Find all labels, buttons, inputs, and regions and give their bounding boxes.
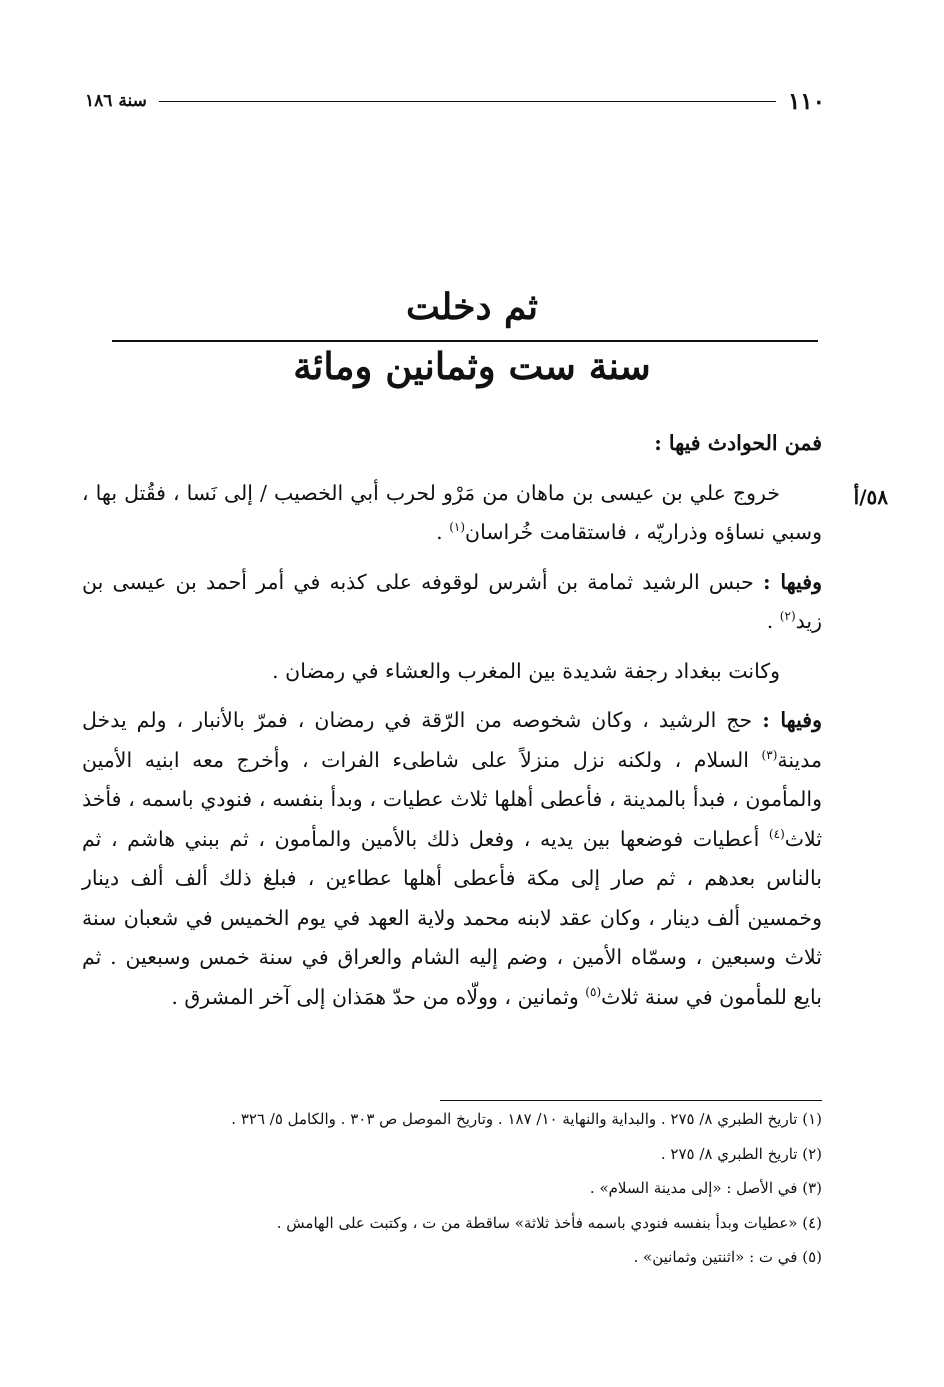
footnote-separator [440,1100,822,1101]
margin-folio-note: ٥٨/أ [853,485,888,509]
main-text [82,424,822,1027]
footnotes [82,1102,822,1275]
footnote-ref-5: (٥) [585,984,602,999]
footnote-2: (٢) تاريخ الطبري ٨/ ٢٧٥ . [660,1144,822,1163]
paragraph-2-text: حبس الرشيد ثمامة بن أشرس لوقوفه على كذبه في أمر أحمد بن عيسى بن زيد [82,569,822,633]
title-rule [112,340,818,342]
paragraph-4-part3: أعطيات فوضعها بين يديه ، وفعل ذلك بالأمين والمأمون ، ثم ببني هاشم ، ثم بالناس بعدهم ، ثم صار إلى مكة فأعطى أهلها عطاءين ، فبلغ ذلك ألف ألف دينار وخمسين ألف دينار ، وكان عقد لابنه محمد ولاية العهد في يوم الخميس في شعبان سنة ثلاث وسبعين ، وسمّاه الأمين ، وضم إليه الشام والعراق في سنة خمس وسبعين . ثم بايع للمأمون في سنة ثلاث [82,826,822,1009]
paragraph-1-text: خروج علي بن عيسى بن ماهان من مَرْو لحرب أبي الخصيب / إلى نَسا ، فقُتل بها ، وسبي نساؤه وذراريّه ، فاستقامت خُراسان [82,480,822,544]
footnote-ref-3: (٣) [761,747,778,762]
paragraph-4-part2: السلام ، ولكنه نزل منزلاً على شاطىء الفرات ، وأخرج معه ابنيه الأمين والمأمون ، فبدأ بالمدينة ، فأعطى أهلها ثلاث عطيات ، وبدأ بنفسه ، فنودي باسمه ، فأخذ ثلاث [82,747,822,851]
chapter-title-line1: ثم دخلت [405,286,539,328]
footnote-5: (٥) في ت : «اثنتين وثمانين» . [633,1248,822,1266]
paragraph-2-keyword: وفيها : [763,569,822,594]
footnote-ref-2: (٢) [779,609,796,624]
paragraph-2 [82,563,822,642]
paragraph-4-keyword: وفيها : [762,708,822,732]
paragraph-4 [82,701,822,1017]
footnote-4: (٤) «عطيات وبدأ بنفسه فنودي باسمه فأخذ ثلاثة» ساقطة من ت ، وكتبت على الهامش . [276,1213,822,1232]
paragraph-4-part4: وثمانين ، وولّاه من حدّ همَذان إلى آخر المشرق . [171,984,586,1009]
paragraph-1 [82,474,822,553]
paragraph-1-end: . [436,520,450,544]
footnote-1: (١) تاريخ الطبري ٨/ ٢٧٥ . والبداية والنهاية ١٠/ ١٨٧ . وتاريخ الموصل ص ٣٠٣ . والكامل ٥/ ٣٢٦ . [231,1110,822,1128]
events-intro: فمن الحوادث فيها : [654,431,822,455]
footnote-ref-4: (٤) [768,826,785,841]
paragraph-3: وكانت ببغداد رجفة شديدة بين المغرب والعشاء في رمضان . [272,658,780,683]
paragraph-4-part1: حج الرشيد ، وكان شخوصه من الرّقة في رمضان ، فمرّ بالأنبار ، ولم يدخل مدينة [82,708,822,772]
paragraph-2-end: . [766,609,780,633]
footnote-ref-1: (١) [449,520,466,535]
page-number: ١١٠ [787,87,825,115]
header-rule [159,101,776,102]
chapter-title-line2: سنة ست وثمانين ومائة [293,344,651,388]
running-year-label: سنة ١٨٦ [85,91,147,111]
running-header [85,84,825,118]
footnote-3: (٣) في الأصل : «إلى مدينة السلام» . [589,1179,822,1197]
